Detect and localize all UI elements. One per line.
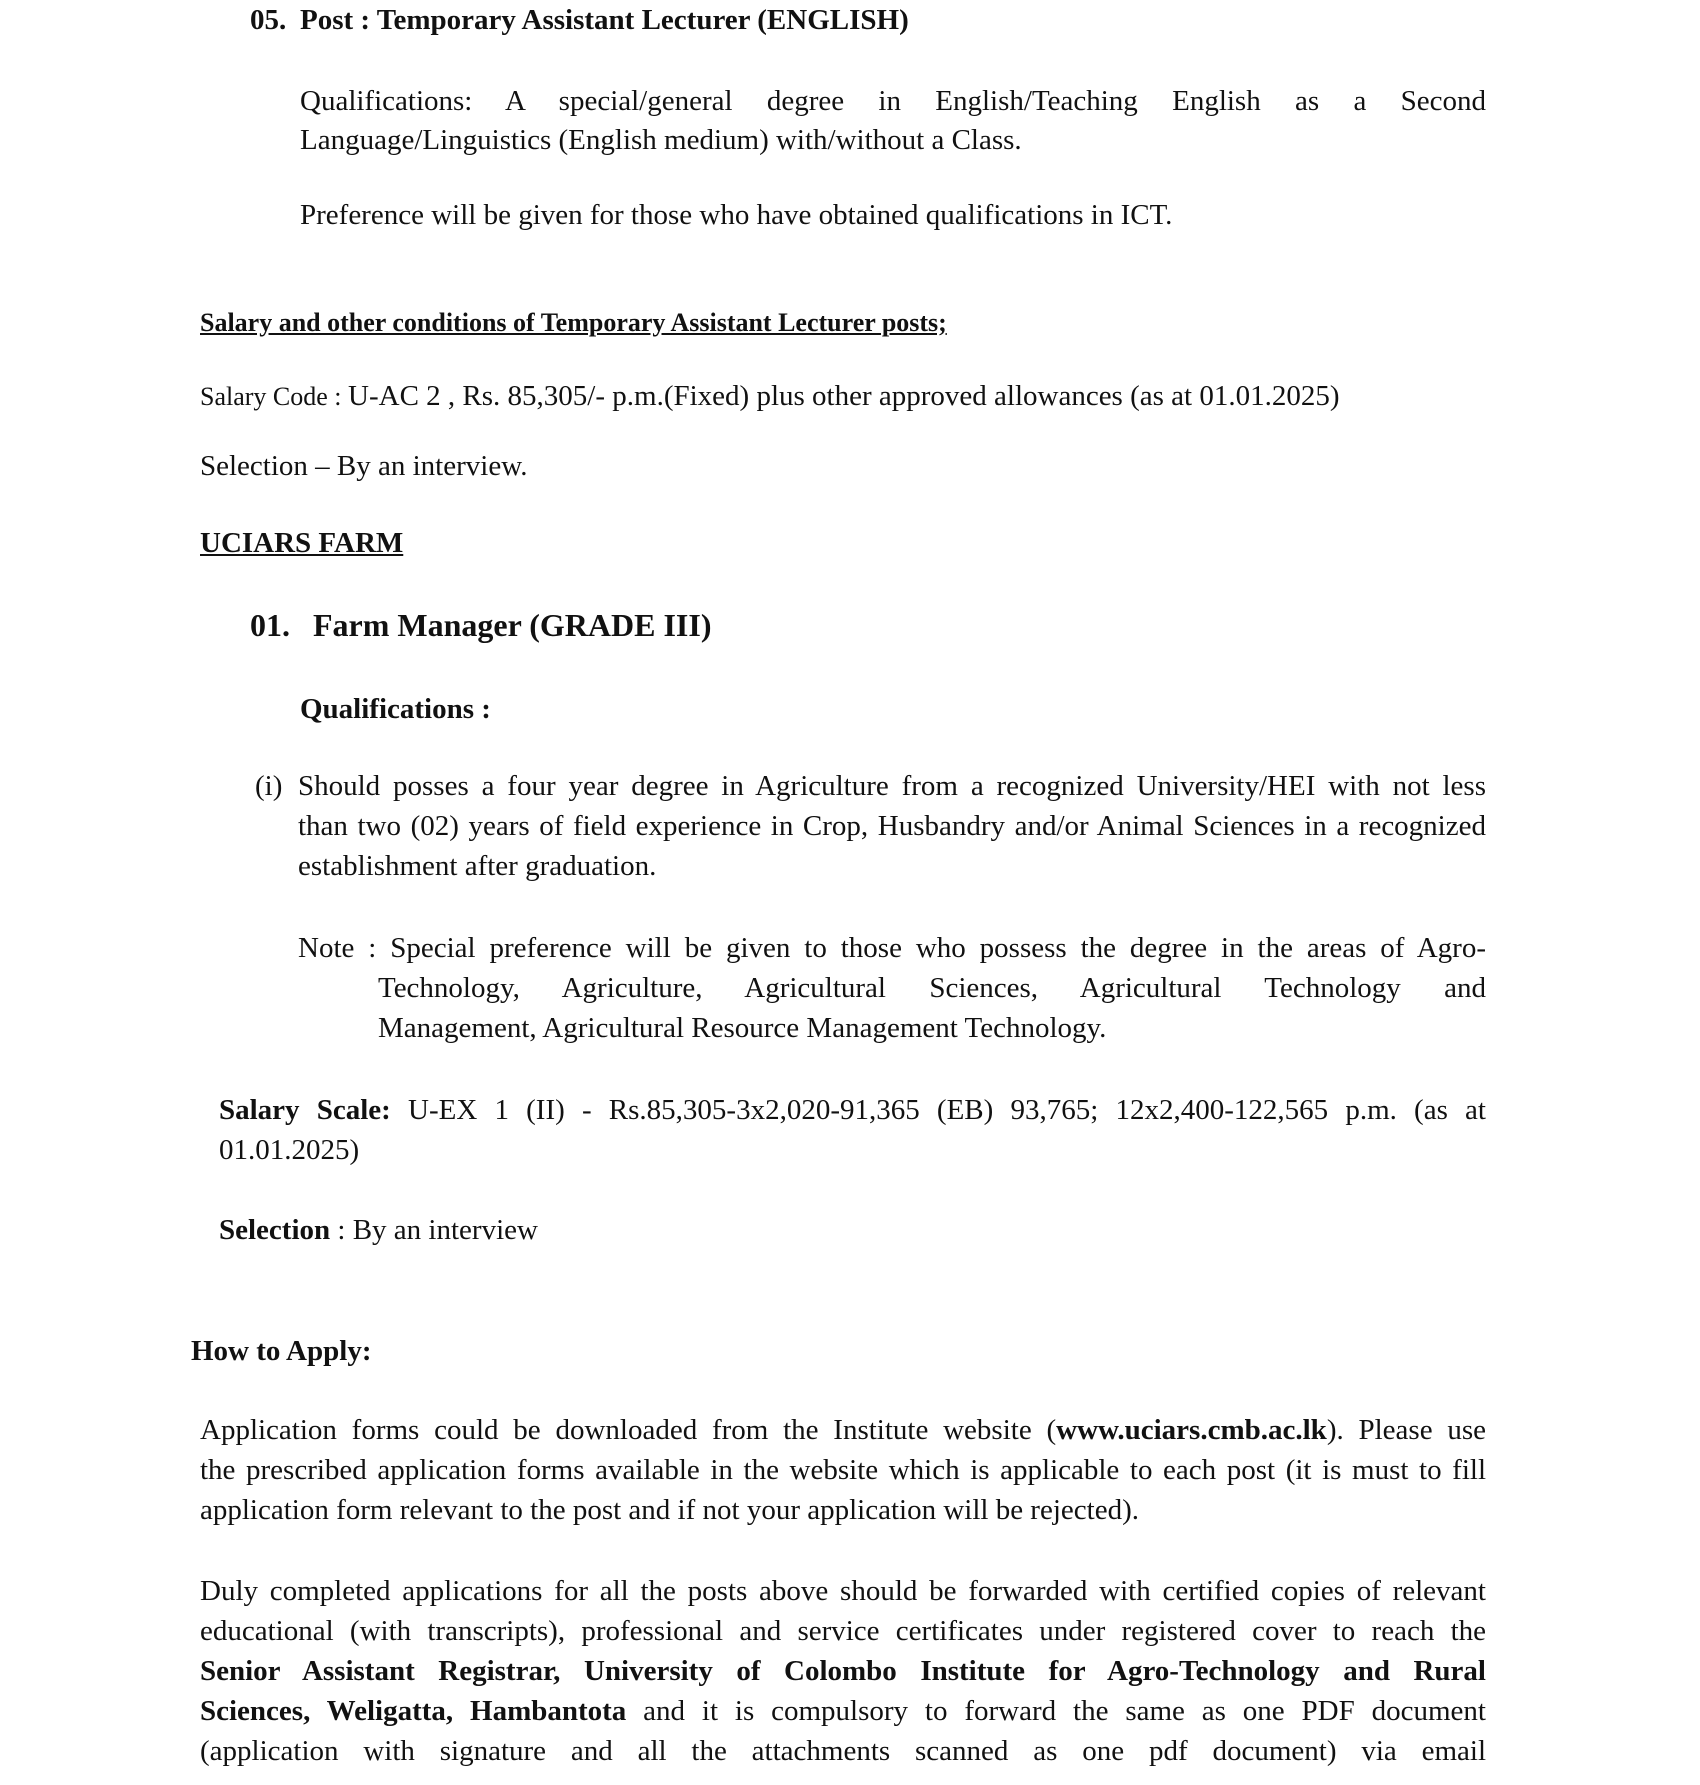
- post-number: 05.: [250, 4, 287, 36]
- farm-selection-label: Selection: [219, 1214, 331, 1246]
- how-to-apply-heading: How to Apply:: [191, 1335, 372, 1367]
- apply-text: ). Please use: [1326, 1414, 1487, 1446]
- apply-paragraph-line: Duly completed applications for all the posts above should be forwarded with certified copies of relevant: [200, 1575, 1486, 1607]
- note-line: Note : Special preference will be given to those who possess the degree in the areas of Agro-: [298, 932, 1486, 964]
- list-item-marker: (i): [255, 770, 283, 802]
- farm-heading: UCIARS FARM: [200, 527, 404, 559]
- farm-selection-text: : By an interview: [330, 1214, 538, 1246]
- qualification-item-line: establishment after graduation.: [298, 850, 657, 882]
- website-link[interactable]: www.uciars.cmb.ac.lk: [1056, 1414, 1327, 1446]
- post-title: Post : Temporary Assistant Lecturer (ENGLISH): [300, 4, 909, 36]
- note-line: Technology, Agriculture, Agricultural Sciences, Agricultural Technology and: [378, 972, 1486, 1004]
- apply-paragraph-line: (application with signature and all the attachments scanned as one pdf document) via email: [200, 1735, 1486, 1767]
- salary-code: [200, 376, 1340, 417]
- qualification-item-line: Should posses a four year degree in Agriculture from a recognized University/HEI with not less: [298, 770, 1486, 802]
- apply-paragraph-line: [200, 1410, 1486, 1450]
- salary-code-text: U-AC 2 , Rs. 85,305/- p.m.(Fixed) plus other approved allowances (as at 01.01.2025): [348, 380, 1340, 412]
- apply-text: and it is compulsory to forward the same as one PDF document: [626, 1695, 1486, 1727]
- note-line: Management, Agricultural Resource Management Technology.: [378, 1012, 1107, 1044]
- salary-scale-label: Salary Scale:: [219, 1094, 391, 1126]
- farm-qualifications-heading: Qualifications :: [300, 693, 491, 725]
- qualifications-line: Qualifications: A special/general degree in English/Teaching English as a Second: [300, 85, 1486, 117]
- apply-paragraph-line: the prescribed application forms available in the website which is applicable to each post (it is must to fill: [200, 1454, 1486, 1486]
- apply-text: Application forms could be downloaded from the Institute website (: [200, 1414, 1057, 1446]
- salary-conditions-heading: Salary and other conditions of Temporary Assistant Lecturer posts;: [200, 308, 947, 337]
- qualification-item-line: than two (02) years of field experience in Crop, Husbandry and/or Animal Sciences in a recognized: [298, 810, 1486, 842]
- salary-scale-line: 01.01.2025): [219, 1134, 360, 1166]
- selection-text: Selection – By an interview.: [200, 450, 528, 482]
- farm-post-title: Farm Manager (GRADE III): [313, 607, 712, 643]
- preference-text: Preference will be given for those who have obtained qualifications in ICT.: [300, 199, 1173, 231]
- apply-paragraph-line: educational (with transcripts), professional and service certificates under registered cover to reach the: [200, 1615, 1486, 1647]
- qualifications-line: Language/Linguistics (English medium) with/without a Class.: [300, 124, 1022, 156]
- address-text: Sciences, Weligatta, Hambantota: [200, 1695, 627, 1727]
- apply-paragraph-line: application form relevant to the post and if not your application will be rejected).: [200, 1494, 1139, 1526]
- salary-scale-text: U-EX 1 (II) - Rs.85,305-3x2,020-91,365 (EB) 93,765; 12x2,400-122,565 p.m. (as at: [390, 1094, 1486, 1126]
- farm-post-number: 01.: [250, 607, 290, 643]
- farm-selection: [219, 1210, 538, 1250]
- salary-scale-line: [219, 1090, 1486, 1130]
- salary-code-label: Salary Code :: [200, 382, 349, 411]
- address-line: Senior Assistant Registrar, University of Colombo Institute for Agro-Technology and Rural: [200, 1655, 1486, 1687]
- apply-paragraph-line: [200, 1691, 1486, 1731]
